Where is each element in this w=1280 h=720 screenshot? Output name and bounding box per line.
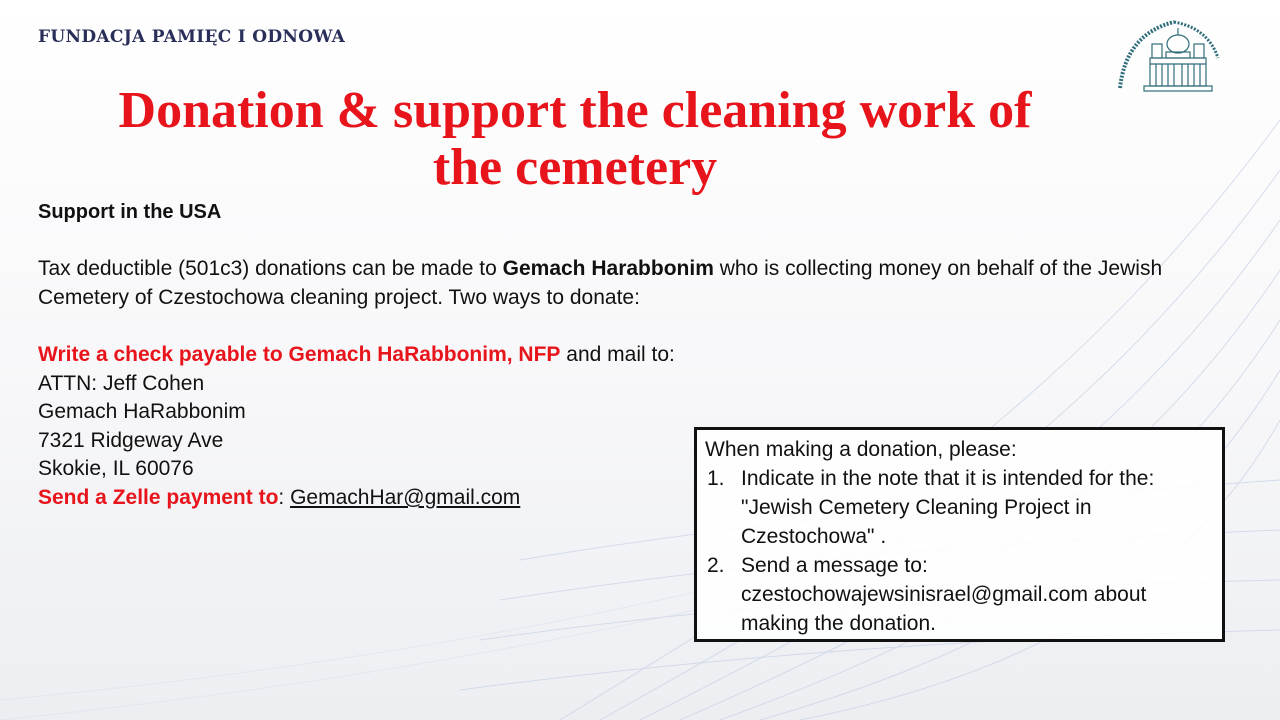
title-line-1: Donation & support the cleaning work of xyxy=(118,82,1032,139)
check-suffix: and mail to: xyxy=(560,342,675,366)
section-heading: Support in the USA xyxy=(38,201,222,223)
notice-item xyxy=(705,551,1214,638)
notice-item-number: 2. xyxy=(707,554,725,577)
title-line-2: the cemetery xyxy=(432,139,718,196)
page-title xyxy=(0,82,1150,196)
notice-list xyxy=(705,464,1214,638)
check-instruction xyxy=(38,341,1238,370)
check-label: Write a check payable to Gemach HaRabbonim, NFP xyxy=(38,342,561,366)
address-line: ATTN: Jeff Cohen xyxy=(38,371,205,395)
notice-item-text: Send a message to: czestochowajewsinisrael@gmail.com about making the donation. xyxy=(741,554,1147,635)
zelle-label: Send a Zelle payment to xyxy=(38,485,279,509)
notice-item-text: Indicate in the note that it is intended for the: "Jewish Cemetery Cleaning Project in Czestochowa" . xyxy=(741,467,1155,548)
intro-suffix: who is collecting money on behalf of the Jewish Cemetery of Czestochowa cleaning project. Two ways to donate: xyxy=(38,257,1163,309)
notice-item xyxy=(705,464,1214,551)
intro-organization: Gemach Harabbonim xyxy=(502,257,714,281)
notice-intro: When making a donation, please: xyxy=(705,438,1017,461)
donation-notice-box xyxy=(694,427,1225,642)
zelle-email-link[interactable]: GemachHar@gmail.com xyxy=(290,485,521,509)
notice-item-number: 1. xyxy=(707,467,725,490)
intro-paragraph xyxy=(38,255,1238,312)
organization-name: FUNDACJA PAMIĘC I ODNOWA xyxy=(38,27,346,47)
zelle-colon: : xyxy=(278,485,291,509)
intro-prefix: Tax deductible (501c3) donations can be made to xyxy=(38,257,503,281)
address-line: Skokie, IL 60076 xyxy=(38,457,194,481)
address-line: 7321 Ridgeway Ave xyxy=(38,428,224,452)
address-line: Gemach HaRabbonim xyxy=(38,400,246,424)
